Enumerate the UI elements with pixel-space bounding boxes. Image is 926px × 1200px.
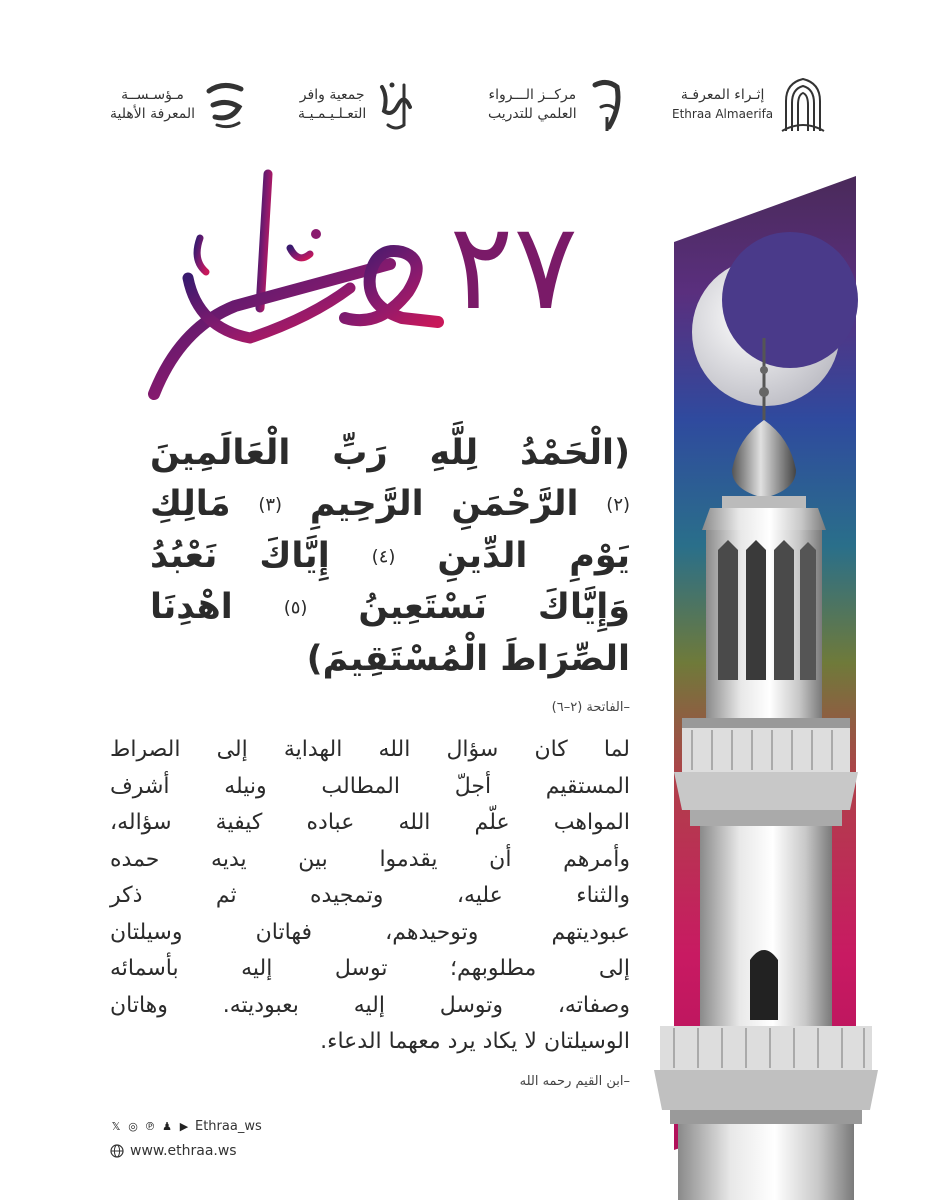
- commentary-line: والثناء عليه، وتمجيده ثم ذكر: [110, 883, 630, 908]
- logo-rawaa: [488, 70, 631, 140]
- ethraa-name-ar: إثـراء المعرفـة: [680, 87, 765, 103]
- minaret-pavilion: [706, 530, 822, 720]
- ayah-number: (٣): [258, 494, 283, 516]
- minaret-shaft: [700, 826, 832, 1026]
- ramadan-calligraphy: [154, 174, 438, 394]
- rawaa-line2: العلمي للتدريب: [488, 106, 577, 122]
- logo-ethraa: [672, 70, 827, 140]
- ayah-number: (٢): [606, 494, 631, 516]
- verse-line: يَوْمِ الدِّينِ (٤) إِيَّاكَ نَعْبُدُ: [150, 535, 631, 576]
- wafer-line2: التعـلـيـمـيـة: [298, 106, 367, 122]
- commentary-line: المستقيم أجلّ المطالب ونيله أشرف: [110, 773, 630, 799]
- minaret-artwork: [630, 170, 926, 1200]
- logo-almaerifa: [110, 70, 249, 140]
- commentary-line: المواهب علّم الله عباده كيفية سؤاله،: [110, 810, 630, 835]
- quran-verse: [150, 428, 630, 685]
- instagram-icon[interactable]: ◎: [128, 1119, 138, 1133]
- verse-line: وَإِيَّاكَ نَسْتَعِينُ (٥) اهْدِنَا: [150, 587, 631, 627]
- footer: [110, 1117, 370, 1159]
- rawaa-emblem-icon: [583, 76, 631, 134]
- social-handle[interactable]: Ethraa_ws: [195, 1118, 262, 1134]
- commentary-text: [110, 732, 630, 1061]
- x-icon[interactable]: 𝕏: [111, 1119, 121, 1133]
- partner-logos: [0, 70, 926, 140]
- website-link[interactable]: www.ethraa.ws: [130, 1143, 237, 1159]
- youtube-icon[interactable]: ▶: [179, 1119, 189, 1133]
- commentary-line: وصفاته، وتوسل إليه بعبوديته. وهاتان: [110, 992, 630, 1018]
- website-row: [110, 1143, 370, 1159]
- verse-reference: –الفاتحة (٢–٦): [551, 700, 630, 715]
- commentary-line: إلى مطلوبهم؛ توسل إليه بأسمائه: [110, 956, 630, 981]
- verse-line: (٢) الرَّحْمَنِ الرَّحِيمِ (٣) مَالِكِ: [150, 484, 631, 524]
- verse-line: (الْحَمْدُ لِلَّهِ رَبِّ الْعَالَمِينَ: [150, 433, 630, 473]
- commentary-line: لما كان سؤال الله الهداية إلى الصراط: [110, 737, 630, 762]
- commentary-line: الوسيلتان لا يكاد يرد معهما الدعاء.: [320, 1029, 630, 1054]
- title-ramadan-27: [140, 168, 610, 408]
- commentary-line: وأمرهم أن يقدموا بين يديه حمده: [110, 846, 630, 872]
- social-row: [110, 1117, 370, 1135]
- snapchat-icon[interactable]: ♟: [162, 1119, 172, 1133]
- globe-icon: [110, 1144, 124, 1158]
- minaret-upper-balcony: [674, 718, 858, 826]
- ayah-number: (٥): [283, 597, 308, 619]
- title-month: رمضان: [298, 400, 302, 401]
- wafer-line1: جمعية وافر: [299, 87, 365, 103]
- ayah-number: (٤): [371, 546, 396, 567]
- almaerifa-emblem-icon: [201, 76, 249, 134]
- rawaa-line1: مركــز الـــرواء: [488, 87, 577, 103]
- verse-line: الصِّرَاطَ الْمُسْتَقِيمَ): [306, 638, 630, 679]
- author-attribution: –ابن القيم رحمه الله: [519, 1074, 630, 1089]
- minaret-lower-balcony: [654, 1026, 878, 1200]
- pinterest-icon[interactable]: ℗: [144, 1119, 156, 1133]
- ethraa-emblem-icon: [779, 76, 827, 134]
- ethraa-name-en: Ethraa Almaerifa: [672, 107, 774, 121]
- almaerifa-line2: المعرفة الأهلية: [110, 106, 195, 122]
- title-day-number: ٢٧: [449, 198, 578, 337]
- almaerifa-line1: مـؤسـســة: [121, 87, 184, 103]
- logo-wafer: [298, 70, 420, 140]
- commentary-line: عبوديتهم وتوحيدهم، فهاتان وسيلتان: [110, 919, 630, 945]
- wafer-emblem-icon: [372, 76, 420, 134]
